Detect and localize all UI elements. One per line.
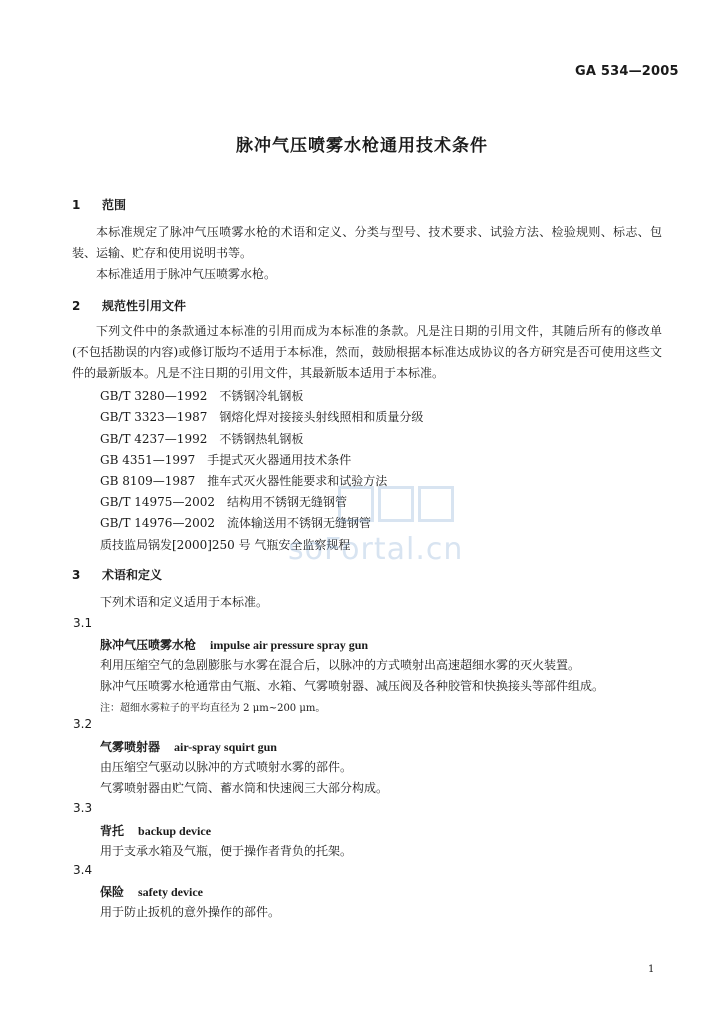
watermark-box-icon bbox=[338, 486, 374, 522]
references-intro: 下列文件中的条款通过本标准的引用而成为本标准的条款。凡是注日期的引用文件，其随后所有的修改单(不包括勘误的内容)或修订版均不适用于本标准，然而，鼓励根据本标准达成协议的各方研究是否可使用这些文件的最新版本。凡是不注日期的引用文件，其最新版本适用于本标准。 bbox=[72, 324, 662, 380]
section-1-heading bbox=[72, 196, 126, 213]
term-chinese: 保险 bbox=[100, 885, 125, 899]
reference-item: GB/T 3280—1992 不锈钢冷轧钢板 bbox=[100, 389, 304, 403]
term-english: impulse air pressure spray gun bbox=[210, 638, 369, 652]
clause-number: 3.3 bbox=[73, 801, 93, 815]
terms-intro: 下列术语和定义适用于本标准。 bbox=[100, 595, 269, 609]
section-title: 范围 bbox=[102, 198, 127, 212]
term-note: 注：超细水雾粒子的平均直径为 2 μm~200 μm。 bbox=[100, 703, 326, 714]
term-chinese: 脉冲气压喷雾水枪 bbox=[100, 638, 197, 652]
section-number: 3 bbox=[72, 568, 81, 582]
term-chinese: 气雾喷射器 bbox=[100, 740, 161, 754]
term-definition: 由压缩空气驱动以脉冲的方式喷射水雾的部件。 bbox=[100, 760, 353, 774]
document-title: 脉冲气压喷雾水枪通用技术条件 bbox=[236, 136, 488, 156]
reference-item: GB 8109—1987 推车式灭火器性能要求和试验方法 bbox=[100, 474, 388, 488]
term-definition: 脉冲气压喷雾水枪通常由气瓶、水箱、气雾喷射器、减压阀及各种胶管和快换接头等部件组成。 bbox=[100, 679, 605, 693]
term-entry bbox=[100, 822, 211, 839]
clause-number: 3.1 bbox=[73, 616, 93, 630]
term-definition: 用于支承水箱及气瓶，便于操作者背负的托架。 bbox=[100, 844, 353, 858]
term-definition: 气雾喷射器由贮气筒、蓄水筒和快速阀三大部分构成。 bbox=[100, 781, 389, 795]
watermark-text: soFortal.cn bbox=[288, 532, 464, 567]
reference-item: GB/T 3323—1987 钢熔化焊对接接头射线照相和质量分级 bbox=[100, 410, 424, 424]
reference-item: GB/T 14976—2002 流体输送用不锈钢无缝钢管 bbox=[100, 516, 371, 530]
section-number: 1 bbox=[72, 198, 81, 212]
term-english: safety device bbox=[138, 885, 203, 899]
section-3-heading bbox=[72, 566, 162, 583]
section-number: 2 bbox=[72, 299, 81, 313]
clause-number: 3.2 bbox=[73, 717, 93, 731]
term-definition: 利用压缩空气的急剧膨胀与水雾在混合后，以脉冲的方式喷射出高速超细水雾的灭火装置。 bbox=[100, 658, 581, 672]
scope-paragraph: 本标准规定了脉冲气压喷雾水枪的术语和定义、分类与型号、技术要求、试验方法、检验规则、标志、包装、运输、贮存和使用说明书等。 bbox=[72, 225, 662, 260]
watermark-box-icon bbox=[378, 486, 414, 522]
term-definition: 用于防止扳机的意外操作的部件。 bbox=[100, 905, 281, 919]
term-english: air-spray squirt gun bbox=[174, 740, 277, 754]
term-entry bbox=[100, 636, 368, 653]
reference-item: 质技监局锅发[2000]250 号 气瓶安全监察规程 bbox=[100, 538, 351, 552]
clause-number: 3.4 bbox=[73, 863, 93, 877]
scope-applicability: 本标准适用于脉冲气压喷雾水枪。 bbox=[96, 267, 277, 281]
section-2-heading bbox=[72, 297, 186, 314]
term-entry bbox=[100, 883, 203, 900]
term-chinese: 背托 bbox=[100, 824, 125, 838]
watermark-box-icon bbox=[418, 486, 454, 522]
section-title: 规范性引用文件 bbox=[102, 299, 187, 313]
reference-item: GB 4351—1997 手提式灭火器通用技术条件 bbox=[100, 453, 352, 467]
term-english: backup device bbox=[138, 824, 212, 838]
reference-item: GB/T 4237—1992 不锈钢热轧钢板 bbox=[100, 432, 304, 446]
reference-item: GB/T 14975—2002 结构用不锈钢无缝钢管 bbox=[100, 495, 347, 509]
section-title: 术语和定义 bbox=[102, 568, 163, 582]
standard-code: GA 534—2005 bbox=[575, 64, 679, 79]
watermark bbox=[268, 478, 488, 588]
term-entry bbox=[100, 738, 277, 755]
page-number: 1 bbox=[648, 964, 655, 975]
